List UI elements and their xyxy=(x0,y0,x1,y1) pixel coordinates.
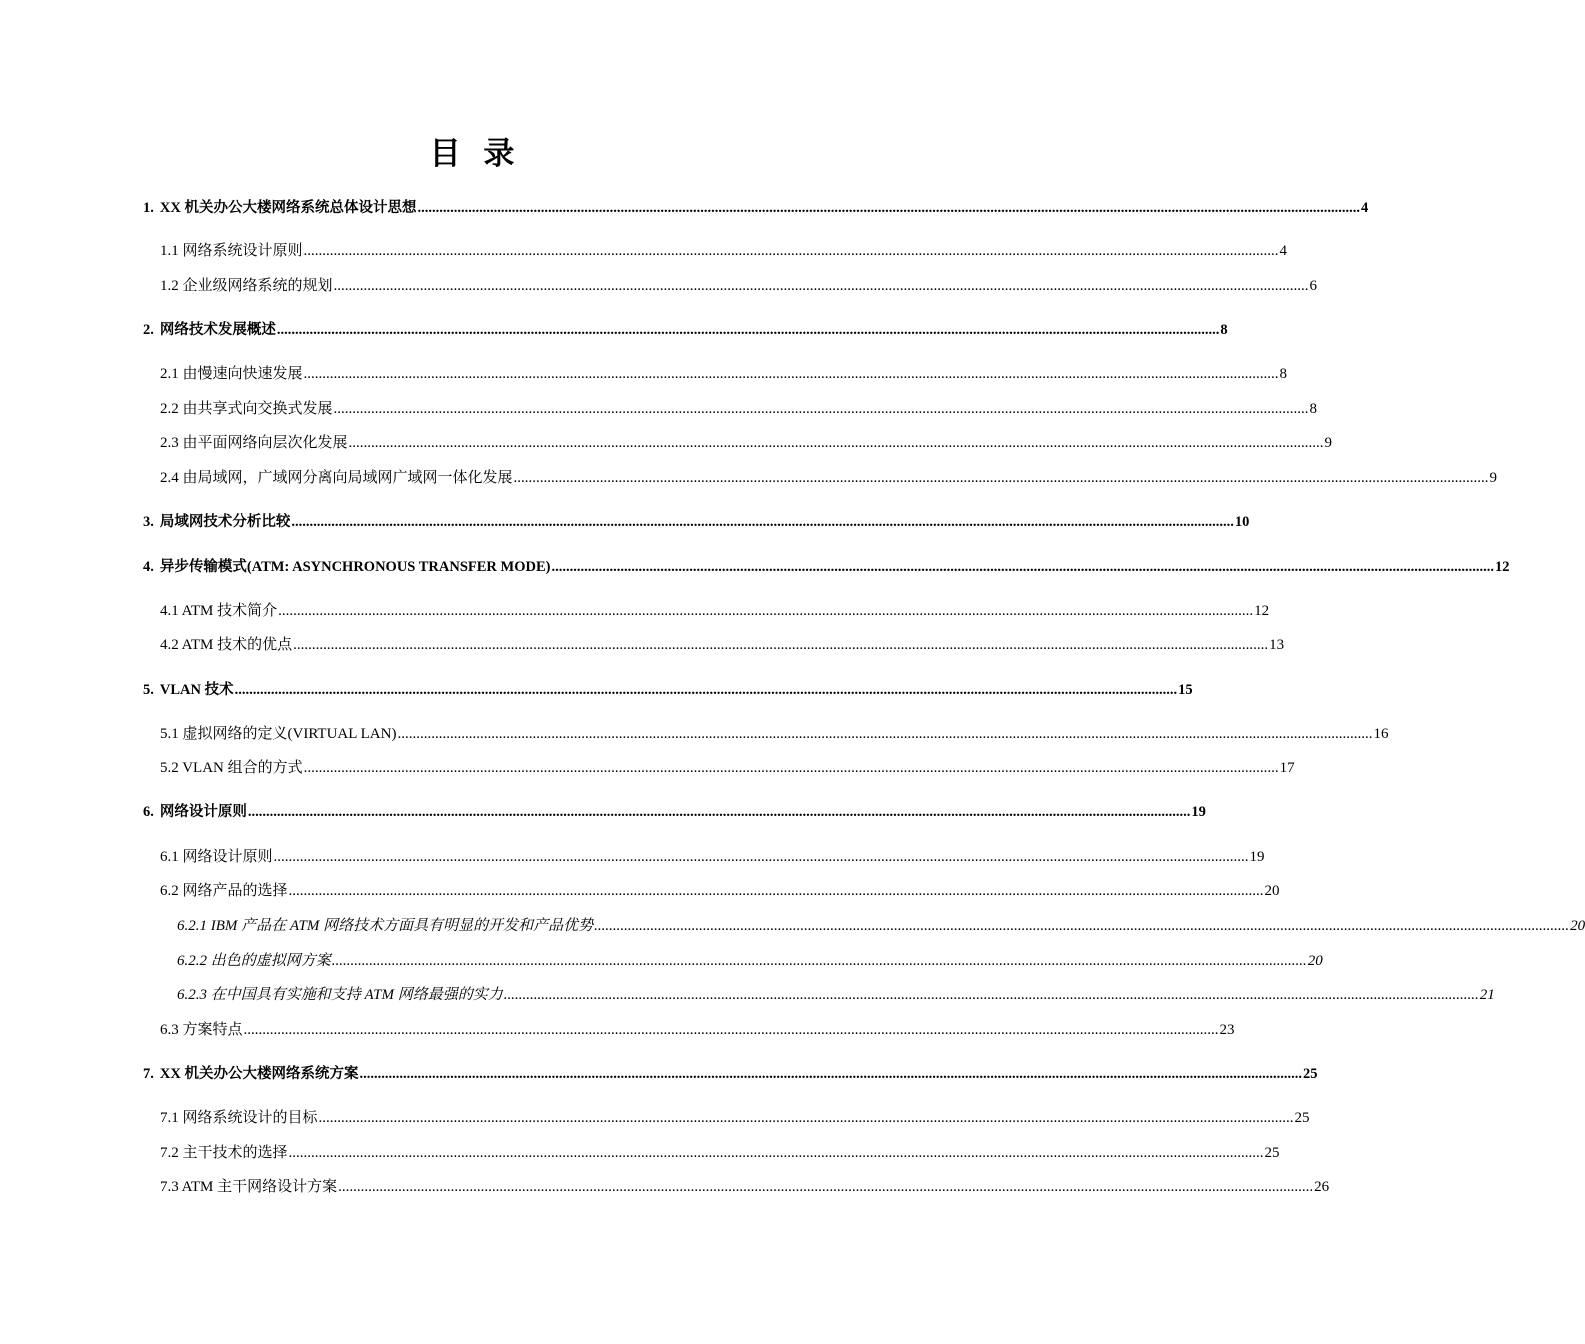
toc-entry-text: 4.1 ATM 技术简介 xyxy=(160,603,278,619)
toc-entry[interactable] xyxy=(177,916,1585,936)
toc-entry-page: 4 xyxy=(1279,243,1288,259)
toc-entry[interactable] xyxy=(160,399,1318,419)
dot-leader: .................................................................................................................................................................................................................................................................... xyxy=(503,987,1479,1003)
dot-leader: .................................................................................................................................................................................................................................................................... xyxy=(348,435,1324,451)
toc-entry[interactable] xyxy=(177,985,1495,1005)
toc-entry-number: 5. xyxy=(143,682,154,698)
toc-entry[interactable] xyxy=(143,680,1193,700)
toc-title: 目 录 xyxy=(429,136,521,172)
toc-entry-text: 6.2.2 出色的虚拟网方案 xyxy=(177,953,331,969)
toc-entry-page: 21 xyxy=(1479,987,1495,1003)
dot-leader: .................................................................................................................................................................................................................................................................... xyxy=(303,366,1279,382)
toc-entry[interactable] xyxy=(160,635,1285,655)
toc-entry[interactable] xyxy=(160,468,1498,488)
toc-entry[interactable] xyxy=(160,601,1270,621)
toc-entry-page: 10 xyxy=(1234,514,1250,530)
toc-entry-text: XX 机关办公大楼网络系统总体设计思想 xyxy=(159,200,417,216)
toc-entry[interactable] xyxy=(143,1064,1318,1084)
toc-entry[interactable] xyxy=(143,512,1250,532)
toc-entry-text: 1.2 企业级网络系统的规划 xyxy=(160,278,333,294)
toc-entry-page: 8 xyxy=(1279,366,1288,382)
toc-entry-number: 2. xyxy=(143,322,154,338)
toc-entry-text: 6.2.1 IBM 产品在 ATM 网络技术方面具有明显的开发和产品优势 xyxy=(177,918,594,934)
toc-entry-page: 4 xyxy=(1360,200,1369,216)
toc-entry-page: 20 xyxy=(1307,953,1323,969)
toc-entry-text: 局域网技术分析比较 xyxy=(159,514,291,530)
dot-leader: .................................................................................................................................................................................................................................................................... xyxy=(417,200,1360,216)
dot-leader: .................................................................................................................................................................................................................................................................... xyxy=(243,1022,1219,1038)
dot-leader: .................................................................................................................................................................................................................................................................... xyxy=(551,559,1494,575)
toc-entry[interactable] xyxy=(160,1108,1310,1128)
dot-leader: .................................................................................................................................................................................................................................................................... xyxy=(247,804,1191,820)
toc-entry[interactable] xyxy=(160,847,1265,867)
dot-leader: .................................................................................................................................................................................................................................................................... xyxy=(331,953,1307,969)
toc-entry-page: 8 xyxy=(1309,401,1318,417)
toc-entry-page: 9 xyxy=(1489,470,1498,486)
dot-leader: .................................................................................................................................................................................................................................................................... xyxy=(359,1066,1302,1082)
dot-leader: .................................................................................................................................................................................................................................................................... xyxy=(291,514,1234,530)
toc-entry-page: 9 xyxy=(1324,435,1333,451)
toc-entry-number: 1. xyxy=(143,200,154,216)
toc-entry-number: 4. xyxy=(143,559,154,575)
toc-entry[interactable] xyxy=(160,364,1288,384)
toc-entry-text: 2.3 由平面网络向层次化发展 xyxy=(160,435,348,451)
toc-entry[interactable] xyxy=(160,724,1389,744)
dot-leader: .................................................................................................................................................................................................................................................................... xyxy=(288,1145,1264,1161)
toc-entry-page: 8 xyxy=(1220,322,1228,338)
toc-entry-page: 12 xyxy=(1254,603,1270,619)
toc-entry[interactable] xyxy=(143,198,1369,218)
toc-entry-page: 15 xyxy=(1178,682,1193,698)
toc-entry-number: 6. xyxy=(143,804,154,820)
toc-entry-page: 12 xyxy=(1494,559,1510,575)
toc-entry-text: 6.2.3 在中国具有实施和支持 ATM 网络最强的实力 xyxy=(177,987,503,1003)
toc-entry[interactable] xyxy=(160,758,1295,778)
toc-entry-text: 7.2 主干技术的选择 xyxy=(160,1145,288,1161)
toc-entry-page: 19 xyxy=(1249,849,1265,865)
dot-leader: .................................................................................................................................................................................................................................................................... xyxy=(293,637,1269,653)
toc-entry-page: 20 xyxy=(1570,918,1585,934)
toc-entry-page: 6 xyxy=(1309,278,1318,294)
toc-entry-text: 6.3 方案特点 xyxy=(160,1022,243,1038)
toc-entry-text: VLAN 技术 xyxy=(159,682,234,698)
toc-entry-text: 4.2 ATM 技术的优点 xyxy=(160,637,293,653)
toc-entry[interactable] xyxy=(160,433,1333,453)
dot-leader: .................................................................................................................................................................................................................................................................... xyxy=(278,603,1254,619)
dot-leader: .................................................................................................................................................................................................................................................................... xyxy=(276,322,1220,338)
dot-leader: .................................................................................................................................................................................................................................................................... xyxy=(303,243,1279,259)
toc-entry[interactable] xyxy=(160,881,1280,901)
toc-entry[interactable] xyxy=(160,276,1318,296)
toc-entry-text: 2.4 由局域网，广域网分离向局域网广域网一体化发展 xyxy=(160,470,513,486)
toc-entry-page: 13 xyxy=(1269,637,1285,653)
toc-entry-page: 25 xyxy=(1264,1145,1280,1161)
toc-entry[interactable] xyxy=(143,320,1228,340)
toc-entry[interactable] xyxy=(160,1177,1330,1197)
toc-entry-page: 25 xyxy=(1294,1110,1310,1126)
toc-entry-page: 26 xyxy=(1314,1179,1330,1195)
dot-leader: .................................................................................................................................................................................................................................................................... xyxy=(513,470,1489,486)
toc-entry[interactable] xyxy=(143,557,1510,577)
toc-entry-text: 7.3 ATM 主干网络设计方案 xyxy=(160,1179,338,1195)
toc-entry-page: 20 xyxy=(1264,883,1280,899)
toc-entry-text: 1.1 网络系统设计原则 xyxy=(160,243,303,259)
toc-entry-page: 25 xyxy=(1302,1066,1318,1082)
toc-entry[interactable] xyxy=(160,241,1288,261)
dot-leader: .................................................................................................................................................................................................................................................................... xyxy=(397,726,1373,742)
toc-entry-page: 17 xyxy=(1279,760,1295,776)
toc-entry-page: 19 xyxy=(1191,804,1206,820)
dot-leader: .................................................................................................................................................................................................................................................................... xyxy=(338,1179,1314,1195)
dot-leader: .................................................................................................................................................................................................................................................................... xyxy=(318,1110,1294,1126)
dot-leader: .................................................................................................................................................................................................................................................................... xyxy=(288,883,1264,899)
toc-entry-text: 6.2 网络产品的选择 xyxy=(160,883,288,899)
dot-leader: .................................................................................................................................................................................................................................................................... xyxy=(333,278,1309,294)
toc-entry-text: 5.1 虚拟网络的定义(VIRTUAL LAN) xyxy=(160,726,397,742)
toc-entry-text: XX 机关办公大楼网络系统方案 xyxy=(159,1066,359,1082)
dot-leader: .................................................................................................................................................................................................................................................................... xyxy=(273,849,1249,865)
toc-entry-text: 5.2 VLAN 组合的方式 xyxy=(160,760,303,776)
toc-entry-text: 7.1 网络系统设计的目标 xyxy=(160,1110,318,1126)
toc-entry[interactable] xyxy=(160,1143,1280,1163)
dot-leader: .................................................................................................................................................................................................................................................................... xyxy=(234,682,1178,698)
toc-entry[interactable] xyxy=(160,1020,1235,1040)
toc-entry-number: 7. xyxy=(143,1066,154,1082)
toc-entry[interactable] xyxy=(177,951,1323,971)
toc-entry-text: 网络设计原则 xyxy=(159,804,247,820)
toc-entry-page: 23 xyxy=(1219,1022,1235,1038)
toc-entry-text: 网络技术发展概述 xyxy=(159,322,276,338)
dot-leader: .................................................................................................................................................................................................................................................................... xyxy=(303,760,1279,776)
toc-entry[interactable] xyxy=(143,802,1206,822)
toc-entry-text: 2.1 由慢速向快速发展 xyxy=(160,366,303,382)
toc-entry-text: 2.2 由共享式向交换式发展 xyxy=(160,401,333,417)
toc-entry-page: 16 xyxy=(1373,726,1389,742)
toc-entry-text: 6.1 网络设计原则 xyxy=(160,849,273,865)
toc-entry-number: 3. xyxy=(143,514,154,530)
toc-entry-text: 异步传输模式(ATM: ASYNCHRONOUS TRANSFER MODE) xyxy=(159,559,551,575)
dot-leader: .................................................................................................................................................................................................................................................................... xyxy=(594,918,1570,934)
dot-leader: .................................................................................................................................................................................................................................................................... xyxy=(333,401,1309,417)
